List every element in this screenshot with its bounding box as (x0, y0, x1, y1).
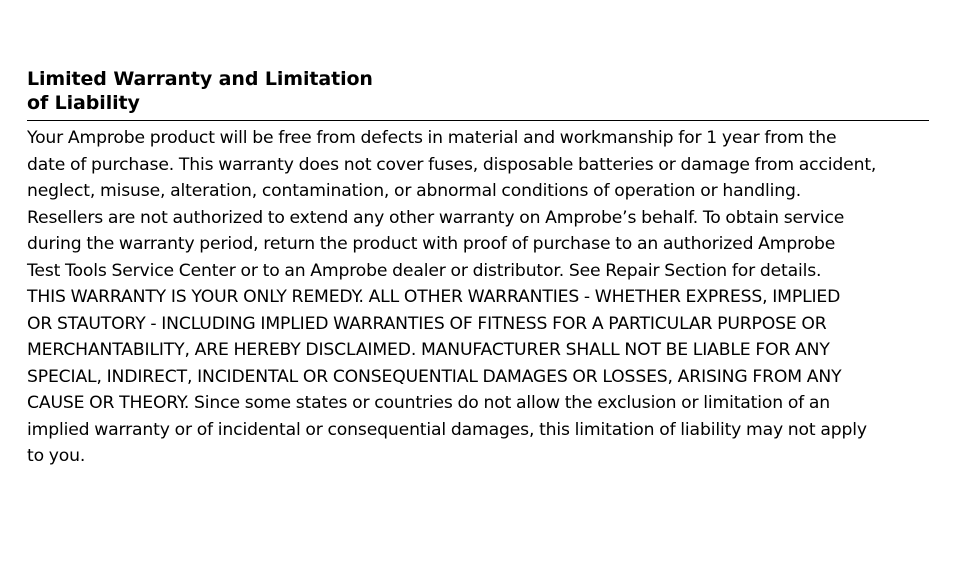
paragraph-line: MERCHANTABILITY, ARE HEREBY DISCLAIMED. MANUFACTURER SHALL NOT BE LIABLE FOR ANY (27, 340, 830, 360)
paragraph-line: THIS WARRANTY IS YOUR ONLY REMEDY. ALL OTHER WARRANTIES - WHETHER EXPRESS, IMPLIED (27, 287, 841, 307)
paragraph-line: neglect, misuse, alteration, contamination, or abnormal conditions of operation or handling. (27, 181, 802, 201)
paragraph-line: SPECIAL, INDIRECT, INCIDENTAL OR CONSEQUENTIAL DAMAGES OR LOSSES, ARISING FROM ANY (27, 366, 842, 387)
paragraph-line: CAUSE OR THEORY. Since some states or countries do not allow the exclusion or limitation of an (27, 393, 831, 413)
title-divider (27, 120, 929, 121)
warranty-paragraph (27, 125, 929, 470)
paragraph-line: to you. (27, 446, 86, 466)
paragraph-line: Your Amprobe product will be free from defects in material and workmanship for 1 year from the (27, 128, 837, 148)
warranty-section (27, 67, 929, 470)
paragraph-line: Resellers are not authorized to extend any other warranty on Amprobe’s behalf. To obtain service (27, 207, 845, 228)
paragraph-line: date of purchase. This warranty does not cover fuses, disposable batteries or damage from accident, (27, 154, 877, 175)
paragraph-line: implied warranty or of incidental or consequential damages, this limitation of liability may not apply (27, 419, 867, 440)
section-title-line: of Liability (27, 92, 140, 114)
paragraph-line: during the warranty period, return the product with proof of purchase to an authorized Amprobe (27, 234, 836, 254)
section-title (27, 67, 929, 115)
paragraph-line: OR STAUTORY - INCLUDING IMPLIED WARRANTIES OF FITNESS FOR A PARTICULAR PURPOSE OR (27, 313, 827, 334)
section-title-line: Limited Warranty and Limitation (27, 68, 373, 90)
paragraph-line: Test Tools Service Center or to an Amprobe dealer or distributor. See Repair Section for details. (27, 260, 822, 281)
